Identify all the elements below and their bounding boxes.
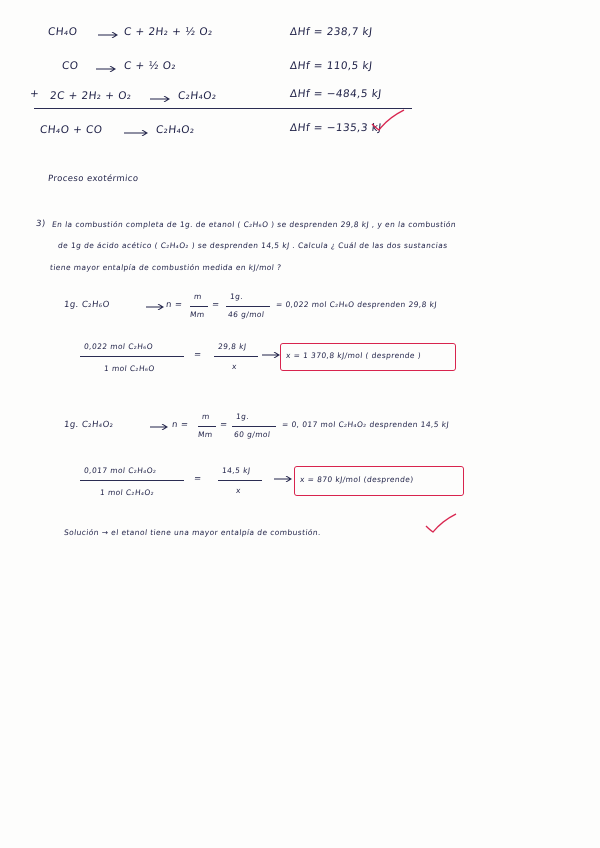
sum-divider (34, 108, 412, 109)
ethanol-ratio-denominator: 1 mol C₂H₆O (103, 364, 156, 373)
reaction-3-rhs: C₂H₄O₂ (177, 90, 218, 102)
acetic-n-eq: n = (171, 420, 189, 430)
arrow-icon (96, 66, 118, 72)
arrow-icon (262, 352, 282, 358)
problem-line-2: de 1g de ácido acético ( C₂H₄O₂ ) se desprenden 14,5 kJ . Calcula ¿ Cuál de las dos sustancias (57, 241, 449, 250)
solution-statement: Solución → el etanol tiene una mayor entalpía de combustión. (63, 528, 322, 537)
ethanol-n-eq: n = (165, 300, 183, 310)
ethanol-molar-mass: 46 g/mol (227, 310, 265, 319)
arrow-icon (274, 476, 294, 482)
acetic-eq2: = (193, 474, 203, 484)
acetic-ratio-numerator: 0,017 mol C₂H₄O₂ (83, 466, 157, 475)
arrow-icon (150, 424, 170, 430)
fraction-bar (218, 480, 262, 481)
acetic-grams: 1g. (235, 412, 250, 421)
check-mark-icon (370, 108, 406, 132)
ethanol-x: x (231, 362, 238, 371)
fraction-bar (232, 426, 276, 427)
check-mark-icon (424, 512, 458, 534)
problem-line-3: tiene mayor entalpía de combustión medida en kJ/mol ? (49, 263, 282, 272)
acetic-x: x (235, 486, 242, 495)
fraction-bar (214, 356, 258, 357)
acetic-moles-result: = 0, 017 mol C₂H₄O₂ desprenden 14,5 kJ (281, 420, 450, 429)
reaction-2-lhs: CO (61, 60, 80, 72)
ethanol-m: m (193, 292, 203, 301)
plus-marker: + (29, 88, 40, 100)
acetic-energy: 14,5 kJ (221, 466, 251, 475)
reaction-1-rhs: C + 2H₂ + ½ O₂ (123, 26, 214, 38)
acetic-answer: x = 870 kJ/mol (desprende) (299, 475, 415, 484)
acetic-mm: Mm (197, 430, 214, 439)
ethanol-ratio-numerator: 0,022 mol C₂H₆O (83, 342, 154, 351)
sum-reaction-enthalpy: ΔHf = −135,3 kJ (289, 122, 383, 134)
acetic-ratio-denominator: 1 mol C₂H₄O₂ (99, 488, 155, 497)
ethanol-energy: 29,8 kJ (217, 342, 247, 351)
acetic-molar-mass: 60 g/mol (233, 430, 271, 439)
reaction-2-enthalpy: ΔHf = 110,5 kJ (289, 60, 374, 72)
reaction-2-rhs: C + ½ O₂ (123, 60, 177, 72)
arrow-icon (124, 130, 150, 136)
reaction-3-lhs: 2C + 2H₂ + O₂ (49, 90, 133, 102)
arrow-icon (146, 304, 166, 310)
problem-number: 3) (35, 219, 47, 229)
acetic-label: 1g. C₂H₄O₂ (63, 420, 114, 430)
ethanol-grams: 1g. (229, 292, 244, 301)
fraction-bar (226, 306, 270, 307)
reaction-1-enthalpy: ΔHf = 238,7 kJ (289, 26, 374, 38)
fraction-bar (80, 356, 184, 357)
sum-reaction-lhs: CH₄O + CO (39, 124, 104, 136)
ethanol-label: 1g. C₂H₆O (63, 300, 111, 310)
ethanol-eq2: = (193, 350, 203, 360)
arrow-icon (98, 32, 120, 38)
arrow-icon (150, 96, 172, 102)
acetic-m: m (201, 412, 211, 421)
ethanol-answer: x = 1 370,8 kJ/mol ( desprende ) (285, 351, 422, 360)
ethanol-mm: Mm (189, 310, 206, 319)
reaction-1-lhs: CH₄O (47, 26, 78, 38)
problem-line-1: En la combustión completa de 1g. de etanol ( C₂H₆O ) se desprenden 29,8 kJ , y en la combustión (51, 220, 457, 229)
ethanol-eq: = (211, 300, 221, 310)
acetic-eq: = (219, 420, 229, 430)
sum-reaction-rhs: C₂H₄O₂ (155, 124, 196, 136)
ethanol-moles-result: = 0,022 mol C₂H₆O desprenden 29,8 kJ (275, 300, 438, 309)
fraction-bar (198, 426, 216, 427)
reaction-3-enthalpy: ΔHf = −484,5 kJ (289, 88, 383, 100)
fraction-bar (190, 306, 208, 307)
process-note: Proceso exotérmico (47, 174, 139, 184)
fraction-bar (80, 480, 184, 481)
